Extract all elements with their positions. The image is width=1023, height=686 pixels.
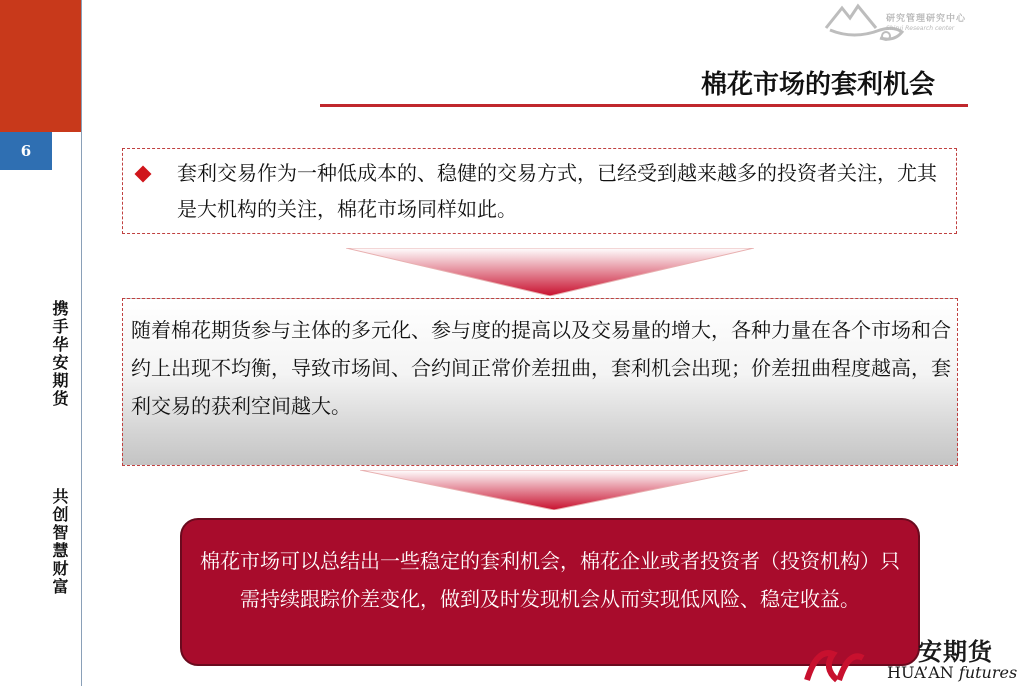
down-arrow-icon: [346, 248, 754, 296]
conclusion-text: 棉花市场可以总结出一些稳定的套利机会，棉花企业或者投资者（投资机构）只需持续跟踪价差变化，做到及时发现机会从而实现低风险、稳定收益。: [200, 549, 900, 611]
bullet-diamond-icon: [135, 166, 152, 183]
intro-box: [122, 148, 957, 234]
analysis-box: [122, 298, 958, 466]
sidebar-accent-bar: [0, 0, 81, 132]
sidebar-slogan-1: 携手华安期货: [50, 300, 69, 408]
brand-en-suffix: futures: [958, 663, 1018, 682]
header-logo-cn: 研究管理研究中心: [886, 14, 967, 24]
page-number-badge: 6: [0, 132, 52, 170]
sidebar-divider: [81, 0, 82, 686]
slide-title: 棉花市场的套利机会: [700, 70, 935, 100]
intro-text: 套利交易作为一种低成本的、稳健的交易方式，已经受到越来越多的投资者关注，尤其是大机构的关注，棉花市场同样如此。: [177, 161, 937, 221]
header-logo-en: Shirui Research center: [886, 25, 955, 32]
down-arrow-icon: [360, 470, 748, 510]
brand-en-name: HUA’AN: [887, 663, 954, 682]
sidebar-slogan-2: 共创智慧财富: [50, 488, 69, 596]
huaan-brand-mark-icon: [803, 640, 865, 686]
analysis-text: 随着棉花期货参与主体的多元化、参与度的提高以及交易量的增大，各种力量在各个市场和合约上出现不均衡，导致市场间、合约间正常价差扭曲，套利机会出现；价差扭曲程度越高，套利交易的获利空间越大。: [131, 318, 951, 418]
brand-cn: 安期货: [918, 638, 993, 666]
title-underline: [320, 104, 968, 107]
brand-en: [887, 663, 1017, 682]
